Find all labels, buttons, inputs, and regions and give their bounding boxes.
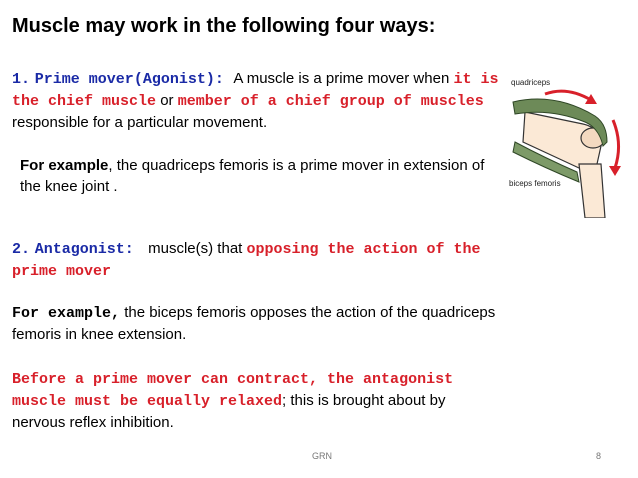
footer-author: GRN bbox=[312, 451, 332, 461]
prime-example-text: , the quadriceps femoris is a prime mover in extension of the knee joint . bbox=[20, 157, 485, 195]
extension-arrow bbox=[613, 120, 619, 168]
antagonist-example bbox=[12, 302, 502, 345]
prime-mover-red1: it is the chief muscle bbox=[12, 71, 499, 110]
tibia-bone bbox=[579, 164, 605, 218]
prime-mover-paragraph bbox=[12, 68, 502, 133]
page-number: 8 bbox=[596, 451, 602, 461]
antagonist-paragraph bbox=[12, 238, 502, 282]
prime-mover-text3: responsible for a particular movement. bbox=[12, 114, 268, 131]
contraction-arrow-top bbox=[545, 91, 591, 100]
antagonist-heading: Antagonist: bbox=[34, 241, 134, 258]
prime-example-lead: For example bbox=[20, 157, 109, 174]
prime-mover-number: 1. bbox=[12, 71, 31, 88]
prime-mover-red2: member of a chief group of muscles bbox=[177, 93, 484, 110]
relaxation-note bbox=[12, 368, 502, 433]
antagonist-example-lead: For example, bbox=[12, 305, 121, 322]
arrowhead-extension bbox=[609, 166, 621, 176]
knee-muscle-figure bbox=[505, 72, 633, 218]
antagonist-text1: muscle(s) that bbox=[148, 240, 247, 257]
note-text: ; this is brought about by nervous reflex inhibition. bbox=[12, 392, 446, 431]
note-red: Before a prime mover can contract, the antagonist muscle must be equally relaxed bbox=[12, 371, 454, 410]
prime-mover-heading: Prime mover(Agonist): bbox=[34, 71, 224, 88]
antagonist-red1: opposing the action of the prime mover bbox=[12, 241, 481, 280]
prime-mover-example bbox=[20, 155, 500, 197]
antagonist-example-text: the biceps femoris opposes the action of the quadriceps femoris in knee extension. bbox=[12, 304, 496, 343]
prime-mover-text1: A muscle is a prime mover when bbox=[233, 70, 454, 87]
antagonist-number: 2. bbox=[12, 241, 31, 258]
figure-label-biceps-femoris: biceps femoris bbox=[509, 179, 561, 188]
prime-mover-text2: or bbox=[156, 92, 178, 109]
figure-label-quadriceps: quadriceps bbox=[511, 78, 551, 87]
slide-title: Muscle may work in the following four ways: bbox=[12, 15, 436, 37]
